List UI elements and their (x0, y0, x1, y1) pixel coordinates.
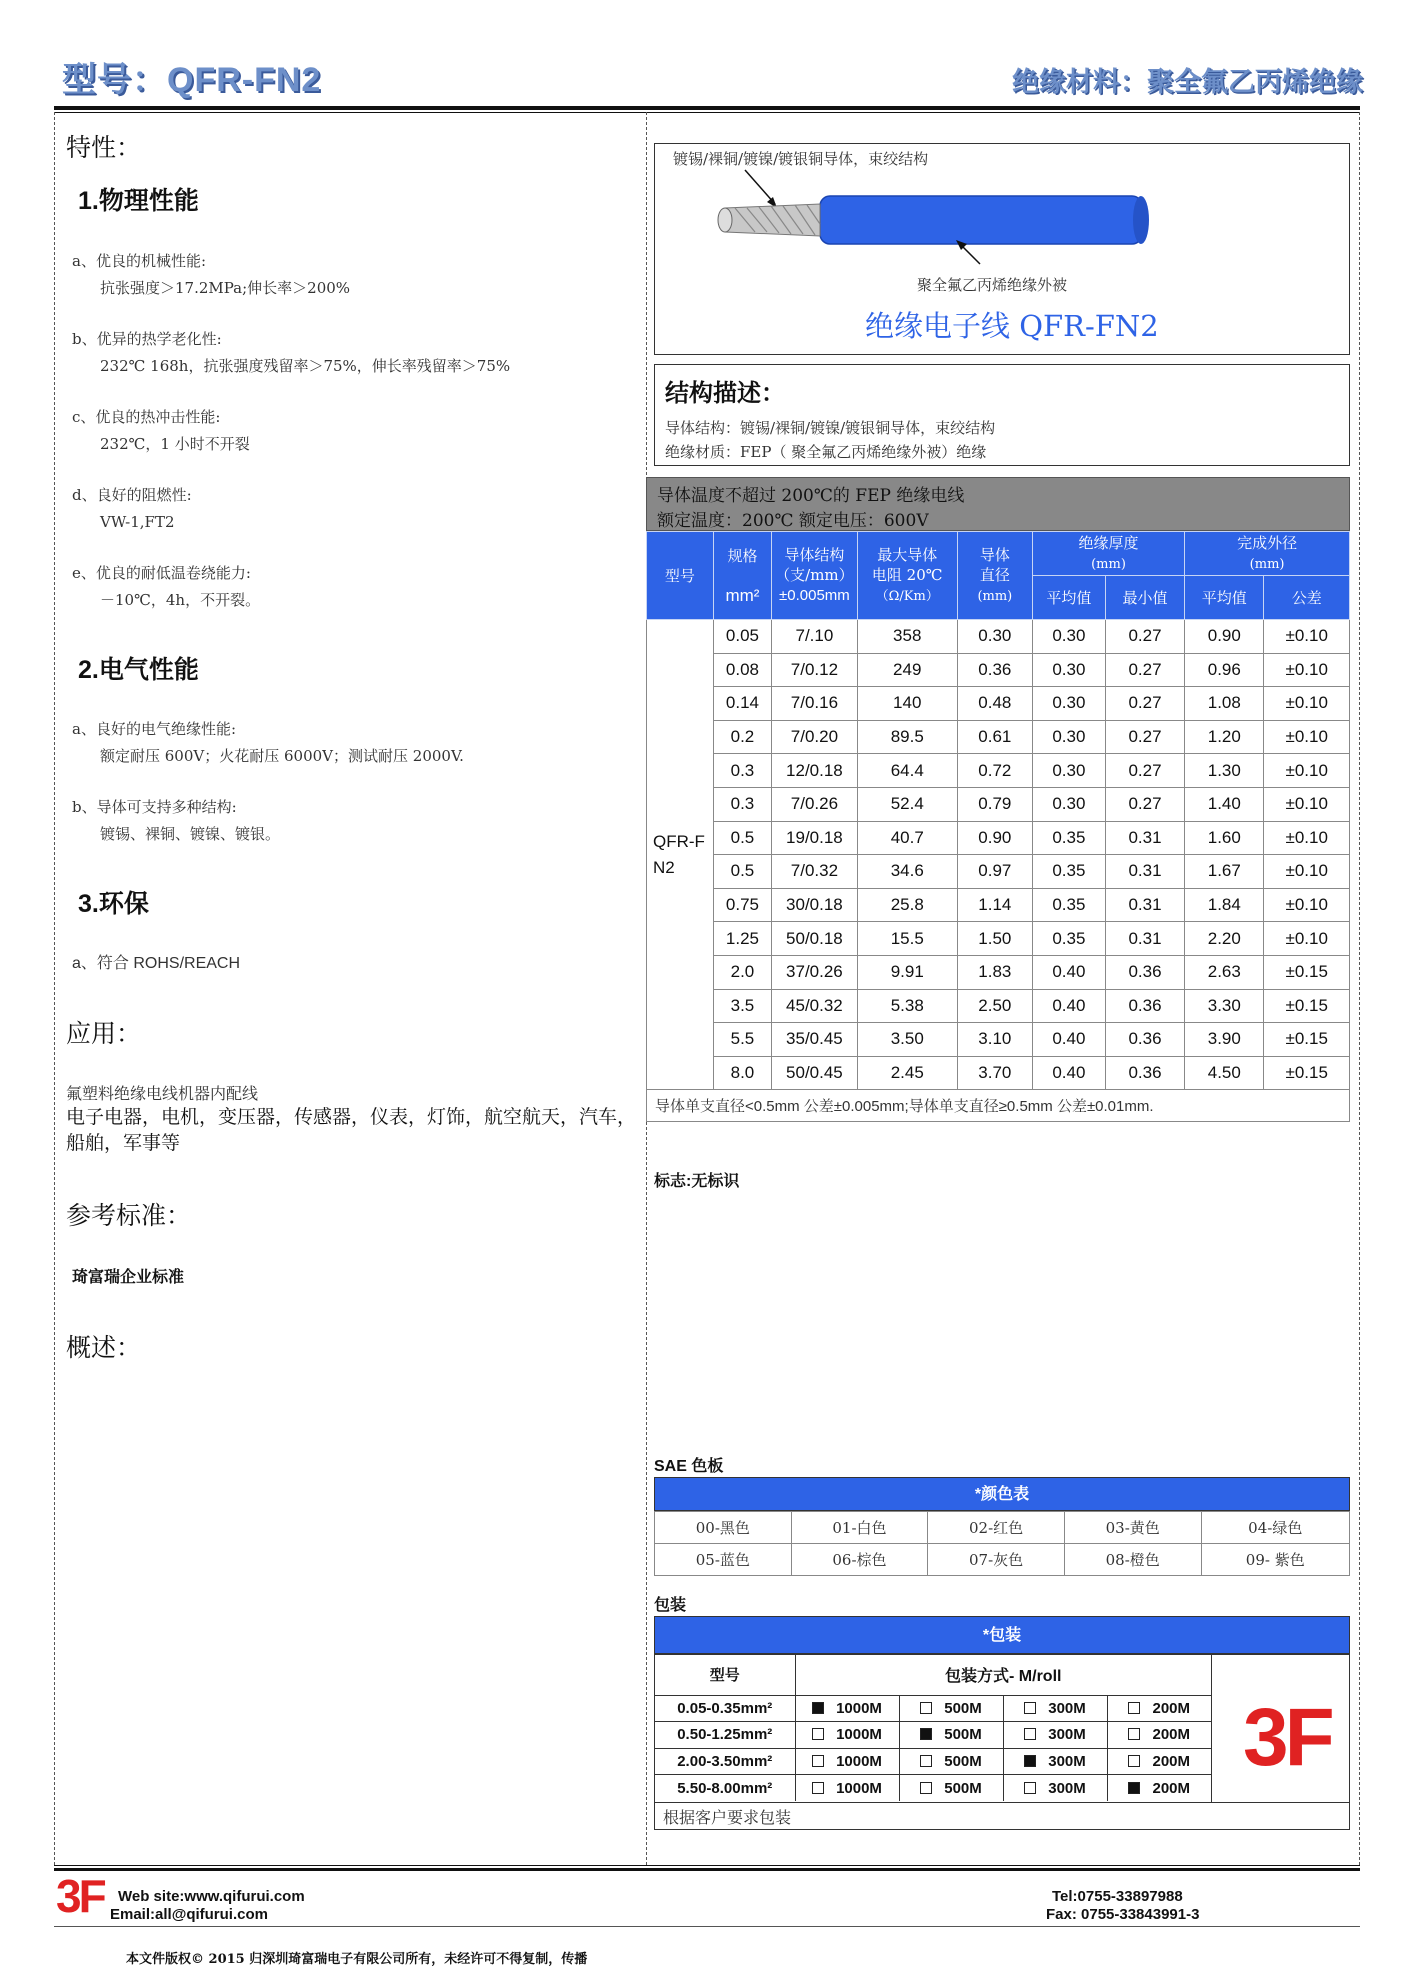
spec-cell: 3.30 (1185, 989, 1264, 1023)
spec-cell: 3.70 (957, 1056, 1032, 1090)
footer-rule-thick (54, 1868, 1360, 1871)
item-label: a、良好的电气绝缘性能: (72, 720, 236, 738)
spec-cell: 0.30 (1032, 720, 1105, 754)
spec-cell: 0.27 (1105, 787, 1184, 821)
spec-body (647, 620, 1350, 1090)
packing-option[interactable] (1107, 1748, 1211, 1775)
spec-cell: 34.6 (857, 855, 957, 889)
checkbox-unchecked[interactable] (1024, 1702, 1036, 1714)
packing-note-rule (655, 1802, 1349, 1803)
packing-option-label: 500M (944, 1752, 982, 1770)
packing-table (655, 1655, 1211, 1801)
structure-box (654, 364, 1350, 466)
spec-cell: 0.5 (713, 855, 771, 889)
spec-cell: 52.4 (857, 787, 957, 821)
packing-option[interactable] (795, 1748, 899, 1775)
header-diameter-3: (mm) (977, 588, 1013, 604)
header-ins-avg: 平均值 (1032, 576, 1105, 620)
checkbox-checked[interactable] (812, 1702, 824, 1714)
spec-cell: 40.7 (857, 821, 957, 855)
spec-cell: 7/0.26 (772, 787, 858, 821)
color-cell: 07-灰色 (928, 1544, 1065, 1576)
checkbox-unchecked[interactable] (1128, 1702, 1140, 1714)
spec-cell: 0.30 (957, 620, 1032, 654)
header-size-unit: mm² (725, 585, 760, 605)
header-model: 型号 (647, 532, 714, 620)
spec-cell: 1.14 (957, 888, 1032, 922)
spec-cell: 7/0.16 (772, 687, 858, 721)
spec-cell: 0.30 (1032, 687, 1105, 721)
spec-row (647, 955, 1350, 989)
physical-title: 1.物理性能 (78, 187, 199, 215)
spec-cell: 0.30 (1032, 620, 1105, 654)
spec-cell: 0.27 (1105, 720, 1184, 754)
physical-item-c (72, 404, 250, 458)
spec-cell: 0.36 (1105, 1023, 1184, 1057)
spec-cell: 64.4 (857, 754, 957, 788)
spec-cell: 0.5 (713, 821, 771, 855)
item-label: e、优良的耐低温卷绕能力: (72, 564, 251, 582)
spec-cell: 0.31 (1105, 855, 1184, 889)
spec-cell: 1.84 (1185, 888, 1264, 922)
header-resistance (857, 532, 957, 620)
spec-cell: ±0.10 (1264, 922, 1350, 956)
application-line2: 电子电器，电机，变压器，传感器，仪表，灯饰，航空航天，汽车，船舶，军事等 (66, 1106, 637, 1154)
header-insulation (1032, 532, 1184, 576)
packing-option-label: 300M (1048, 1726, 1086, 1744)
color-cell: 00-黑色 (655, 1512, 792, 1544)
spec-cell: 45/0.32 (772, 989, 858, 1023)
marking: 标志:无标识 (654, 1173, 740, 1190)
eco-item: a、符合 ROHS/REACH (72, 955, 241, 972)
packing-option[interactable] (1003, 1695, 1107, 1722)
packing-option[interactable] (899, 1748, 1003, 1775)
color-cell: 02-红色 (928, 1512, 1065, 1544)
color-cell: 05-蓝色 (655, 1544, 792, 1576)
header-od-unit: (mm) (1249, 556, 1285, 572)
packing-option[interactable] (1003, 1775, 1107, 1802)
spec-cell: ±0.10 (1264, 754, 1350, 788)
item-value: 232℃，1 小时不开裂 (100, 435, 250, 453)
spec-cell: 7/0.12 (772, 653, 858, 687)
header-structure-1: 导体结构 (784, 546, 845, 564)
header-diameter-1: 导体 (979, 545, 1010, 564)
packing-header-method: 包装方式- M/roll (945, 1668, 1062, 1686)
spec-cell: 0.30 (1032, 787, 1105, 821)
brand-logo (1243, 1695, 1333, 1775)
color-cell: 04-绿色 (1201, 1512, 1350, 1544)
spec-cell: 0.97 (957, 855, 1032, 889)
spec-cell: ±0.10 (1264, 888, 1350, 922)
spec-banner-line2: 额定温度：200℃ 额定电压：600V (657, 511, 929, 531)
spec-row (647, 821, 1350, 855)
physical-item-a (72, 248, 350, 302)
checkbox-unchecked[interactable] (920, 1755, 932, 1767)
spec-cell: 1.50 (957, 922, 1032, 956)
color-table (654, 1511, 1350, 1576)
item-value: 抗张强度＞17.2MPa;伸长率＞200% (100, 279, 351, 297)
structure-line1: 导体结构：镀锡/裸铜/镀镍/镀银铜导体，束绞结构 (665, 419, 996, 437)
spec-row (647, 653, 1350, 687)
color-cell: 06-棕色 (791, 1544, 928, 1576)
footer-logo-text: 3F (56, 1872, 104, 1918)
spec-cell: 1.08 (1185, 687, 1264, 721)
spec-cell: ±0.10 (1264, 821, 1350, 855)
header-od-avg: 平均值 (1185, 576, 1264, 620)
spec-cell: 0.08 (713, 653, 771, 687)
structure-title: 结构描述： (665, 380, 785, 407)
spec-cell: 0.35 (1032, 855, 1105, 889)
spec-cell: 249 (857, 653, 957, 687)
header-size (713, 532, 771, 620)
spec-cell: 0.40 (1032, 1023, 1105, 1057)
item-label: d、良好的阻燃性: (72, 486, 192, 504)
spec-cell: 0.05 (713, 620, 771, 654)
packing-option-label: 200M (1152, 1726, 1191, 1744)
header-insulation-label: 绝缘厚度 (1078, 533, 1139, 552)
spec-cell: 140 (857, 687, 957, 721)
spec-cell: 0.48 (957, 687, 1032, 721)
spec-cell: 0.40 (1032, 955, 1105, 989)
spec-cell: 0.30 (1032, 653, 1105, 687)
header-size-label: 规格 (727, 546, 758, 565)
spec-cell: ±0.15 (1264, 955, 1350, 989)
color-cell: 01-白色 (791, 1512, 928, 1544)
spec-cell: 2.50 (957, 989, 1032, 1023)
packing-option-label: 500M (944, 1699, 982, 1717)
packing-option[interactable] (795, 1775, 899, 1802)
color-table-bar: *颜色表 (654, 1477, 1350, 1511)
item-label: a、优良的机械性能: (72, 252, 206, 270)
spec-cell: 0.75 (713, 888, 771, 922)
header-od-tol: 公差 (1264, 576, 1350, 620)
spec-cell: 0.35 (1032, 888, 1105, 922)
footer-tel: Tel:0755-33897988 (1052, 1888, 1183, 1905)
packing-option[interactable] (795, 1695, 899, 1722)
color-cell: 03-黄色 (1064, 1512, 1201, 1544)
item-label: b、优异的热学老化性: (72, 330, 222, 348)
color-cell: 09- 紫色 (1201, 1544, 1350, 1576)
spec-cell: ±0.10 (1264, 687, 1350, 721)
checkbox-checked[interactable] (1128, 1782, 1140, 1794)
standard-title: 参考标准： (66, 1202, 192, 1230)
packing-option[interactable] (899, 1695, 1003, 1722)
spec-cell: 0.35 (1032, 821, 1105, 855)
spec-cell: 0.27 (1105, 754, 1184, 788)
spec-cell: 0.27 (1105, 687, 1184, 721)
spec-cell: ±0.15 (1264, 1023, 1350, 1057)
footer-website[interactable]: Web site:www.qifurui.com (118, 1888, 305, 1905)
packing-option[interactable] (795, 1722, 899, 1749)
packing-option[interactable] (1107, 1775, 1211, 1802)
spec-cell: 0.36 (1105, 955, 1184, 989)
header-od-label: 完成外径 (1237, 533, 1298, 552)
sae-title: SAE 色板 (654, 1458, 724, 1475)
spec-row (647, 989, 1350, 1023)
spec-cell: 50/0.18 (772, 922, 858, 956)
packing-option-label: 1000M (836, 1752, 882, 1770)
conductor-note: 镀锡/裸铜/镀镍/镀银铜导体，束绞结构 (673, 150, 929, 168)
packing-option[interactable] (1003, 1748, 1107, 1775)
packing-option[interactable] (899, 1775, 1003, 1802)
electrical-title: 2.电气性能 (78, 656, 199, 684)
packing-title: 包装 (654, 1597, 687, 1614)
checkbox-unchecked[interactable] (920, 1702, 932, 1714)
spec-cell: 0.2 (713, 720, 771, 754)
summary-title: 概述： (66, 1334, 142, 1362)
spec-row (647, 855, 1350, 889)
spec-cell: 2.0 (713, 955, 771, 989)
standard-value: 琦富瑞企业标准 (72, 1269, 185, 1286)
spec-cell: 1.30 (1185, 754, 1264, 788)
spec-cell: 0.27 (1105, 653, 1184, 687)
footer-email[interactable]: Email:all@qifurui.com (110, 1906, 268, 1923)
checkbox-unchecked[interactable] (1128, 1755, 1140, 1767)
packing-option-label: 1000M (836, 1726, 882, 1744)
spec-cell: 25.8 (857, 888, 957, 922)
packing-header-model: 型号 (655, 1655, 795, 1695)
spec-cell: ±0.10 (1264, 620, 1350, 654)
copyright: 本文件版权© 2015 归深圳琦富瑞电子有限公司所有，未经许可不得复制，传播 (126, 1952, 588, 1967)
item-value: 额定耐压 600V；火花耐压 6000V；测试耐压 2000V. (100, 747, 464, 765)
electrical-item-a (72, 716, 464, 770)
spec-row (647, 754, 1350, 788)
packing-row (655, 1748, 1211, 1775)
spec-row (647, 620, 1350, 654)
spec-footnote: 导体单支直径<0.5mm 公差±0.005mm;导体单支直径≥0.5mm 公差±0.01mm. (647, 1090, 1350, 1122)
spec-cell: 0.14 (713, 687, 771, 721)
spec-cell: 3.5 (713, 989, 771, 1023)
header-resistance-1: 最大导体 (877, 545, 938, 564)
header-structure-3: ±0.005mm (779, 587, 850, 604)
spec-cell: 12/0.18 (772, 754, 858, 788)
spec-cell: 0.27 (1105, 620, 1184, 654)
model-heading: 型号：QFR-FN2 (62, 61, 322, 99)
spec-cell: 15.5 (857, 922, 957, 956)
checkbox-checked[interactable] (1024, 1755, 1036, 1767)
spec-row (647, 687, 1350, 721)
structure-line2: 绝缘材质：FEP（ 聚全氟乙丙烯绝缘外被）绝缘 (665, 443, 987, 461)
checkbox-unchecked[interactable] (812, 1728, 824, 1740)
packing-row (655, 1695, 1211, 1722)
spec-cell: ±0.10 (1264, 855, 1350, 889)
application-line1: 氟塑料绝缘电线机器内配线 (66, 1084, 259, 1103)
spec-cell: 0.96 (1185, 653, 1264, 687)
spec-cell: 1.60 (1185, 821, 1264, 855)
spec-row (647, 1023, 1350, 1057)
packing-option-label: 1000M (836, 1779, 882, 1797)
electrical-item-b (72, 794, 280, 848)
packing-option-label: 300M (1048, 1752, 1086, 1770)
packing-option-label: 300M (1048, 1779, 1086, 1797)
packing-option[interactable] (1107, 1722, 1211, 1749)
spec-cell: 2.45 (857, 1056, 957, 1090)
header-rule (54, 106, 1360, 110)
spec-cell: 7/.10 (772, 620, 858, 654)
spec-row (647, 1056, 1350, 1090)
spec-cell: 30/0.18 (772, 888, 858, 922)
physical-item-d (72, 482, 192, 536)
spec-cell: 0.3 (713, 754, 771, 788)
spec-cell: 1.20 (1185, 720, 1264, 754)
checkbox-unchecked[interactable] (812, 1755, 824, 1767)
item-value: 232℃ 168h，抗张强度残留率＞75%，伸长率残留率＞75% (100, 357, 511, 375)
spec-banner-line1: 导体温度不超过 200℃的 FEP 绝缘电线 (657, 486, 965, 506)
header-ins-min: 最小值 (1105, 576, 1184, 620)
checkbox-unchecked[interactable] (1128, 1728, 1140, 1740)
packing-note: 根据客户要求包装 (663, 1808, 792, 1827)
spec-cell: 3.90 (1185, 1023, 1264, 1057)
spec-cell: 8.0 (713, 1056, 771, 1090)
footer-bottom-rule (54, 1926, 1360, 1927)
item-value: VW-1,FT2 (100, 513, 175, 531)
packing-option-label: 200M (1152, 1752, 1191, 1770)
packing-bar: *包装 (654, 1616, 1350, 1654)
spec-banner (646, 477, 1350, 531)
checkbox-unchecked[interactable] (812, 1782, 824, 1794)
footer-fax: Fax: 0755-33843991-3 (1046, 1906, 1200, 1923)
packing-box (654, 1654, 1350, 1830)
spec-cell: 0.30 (1032, 754, 1105, 788)
spec-cell: 2.63 (1185, 955, 1264, 989)
spec-cell: 1.40 (1185, 787, 1264, 821)
spec-cell: 4.50 (1185, 1056, 1264, 1090)
footer-logo (56, 1872, 116, 1918)
spec-cell: 7/0.32 (772, 855, 858, 889)
header-insulation-unit: (mm) (1091, 556, 1126, 572)
spec-row (647, 888, 1350, 922)
spec-cell: 0.31 (1105, 888, 1184, 922)
spec-model-cell: QFR-FN2 (647, 620, 714, 1090)
footer-rule (54, 1865, 1360, 1866)
spec-cell: 0.72 (957, 754, 1032, 788)
eco-title: 3.环保 (78, 890, 149, 918)
spec-cell: 89.5 (857, 720, 957, 754)
spec-cell: 3.10 (957, 1023, 1032, 1057)
item-value: 镀锡、裸铜、镀镍、镀银。 (100, 825, 281, 843)
packing-body (655, 1695, 1211, 1801)
packing-divider (1211, 1655, 1212, 1802)
header-diameter-2: 直径 (979, 565, 1010, 584)
spec-cell: 0.35 (1032, 922, 1105, 956)
spec-cell: 0.36 (1105, 1056, 1184, 1090)
spec-cell: 35/0.45 (772, 1023, 858, 1057)
packing-option-label: 500M (944, 1726, 982, 1744)
spec-cell: 0.90 (957, 821, 1032, 855)
item-label: c、优良的热冲击性能: (72, 408, 221, 426)
packing-option-label: 200M (1152, 1779, 1191, 1797)
header-outer-diameter (1185, 532, 1350, 576)
spec-cell: 5.5 (713, 1023, 771, 1057)
checkbox-unchecked[interactable] (920, 1782, 932, 1794)
packing-row (655, 1722, 1211, 1749)
spec-row (647, 922, 1350, 956)
packing-option-label: 1000M (836, 1699, 882, 1717)
spec-cell: 19/0.18 (772, 821, 858, 855)
spec-cell: 37/0.26 (772, 955, 858, 989)
spec-cell: 0.90 (1185, 620, 1264, 654)
spec-cell: 1.83 (957, 955, 1032, 989)
header-resistance-3: （Ω/Km） (875, 588, 939, 604)
product-image-box (654, 143, 1350, 355)
physical-item-b (72, 326, 510, 380)
spec-cell: ±0.15 (1264, 1056, 1350, 1090)
packing-option-label: 500M (944, 1779, 982, 1797)
features-title: 特性： (66, 134, 142, 162)
packing-option[interactable] (899, 1722, 1003, 1749)
spec-cell: 2.20 (1185, 922, 1264, 956)
packing-range: 5.50-8.00mm² (655, 1775, 795, 1802)
packing-option[interactable] (1107, 1695, 1211, 1722)
product-caption: 绝缘电子线 QFR-FN2 (865, 309, 1159, 343)
material-heading: 绝缘材料：聚全氟乙丙烯绝缘 (1012, 67, 1363, 97)
spec-cell: 0.79 (957, 787, 1032, 821)
insulation-note: 聚全氟乙丙烯绝缘外被 (917, 276, 1068, 294)
spec-cell: 1.67 (1185, 855, 1264, 889)
spec-cell: 0.40 (1032, 1056, 1105, 1090)
application-title: 应用： (66, 1020, 142, 1048)
physical-item-e (72, 560, 260, 614)
checkbox-unchecked[interactable] (1024, 1728, 1036, 1740)
packing-range: 0.05-0.35mm² (655, 1695, 795, 1722)
spec-row (647, 787, 1350, 821)
header-diameter (957, 532, 1032, 620)
spec-cell: 358 (857, 620, 957, 654)
spec-cell: 50/0.45 (772, 1056, 858, 1090)
spec-row (647, 720, 1350, 754)
spec-cell: 5.38 (857, 989, 957, 1023)
spec-cell: ±0.10 (1264, 787, 1350, 821)
header-structure-2: （支/mm） (775, 566, 854, 584)
spec-cell: ±0.15 (1264, 989, 1350, 1023)
packing-range: 2.00-3.50mm² (655, 1748, 795, 1775)
spec-cell: 0.36 (957, 653, 1032, 687)
spec-cell: 0.36 (1105, 989, 1184, 1023)
spec-cell: 1.25 (713, 922, 771, 956)
spec-cell: 3.50 (857, 1023, 957, 1057)
spec-cell: 0.31 (1105, 922, 1184, 956)
item-value: －10℃，4h，不开裂。 (100, 591, 261, 609)
packing-option-label: 300M (1048, 1699, 1086, 1717)
checkbox-unchecked[interactable] (1024, 1782, 1036, 1794)
packing-range: 0.50-1.25mm² (655, 1722, 795, 1749)
checkbox-checked[interactable] (920, 1728, 932, 1740)
spec-cell: 0.61 (957, 720, 1032, 754)
packing-row (655, 1775, 1211, 1802)
brand-logo-text: 3F (1243, 1695, 1331, 1775)
spec-table (646, 531, 1350, 1122)
spec-cell: 7/0.20 (772, 720, 858, 754)
packing-option-label: 200M (1152, 1699, 1191, 1717)
spec-cell: ±0.10 (1264, 720, 1350, 754)
spec-cell: 0.3 (713, 787, 771, 821)
header-resistance-2: 电阻 20℃ (871, 565, 943, 584)
packing-option[interactable] (1003, 1722, 1107, 1749)
spec-cell: 0.40 (1032, 989, 1105, 1023)
spec-cell: 9.91 (857, 955, 957, 989)
spec-cell: ±0.10 (1264, 653, 1350, 687)
item-label: b、导体可支持多种结构: (72, 798, 237, 816)
spec-cell: 0.31 (1105, 821, 1184, 855)
color-cell: 08-橙色 (1064, 1544, 1201, 1576)
header-structure (772, 532, 858, 620)
